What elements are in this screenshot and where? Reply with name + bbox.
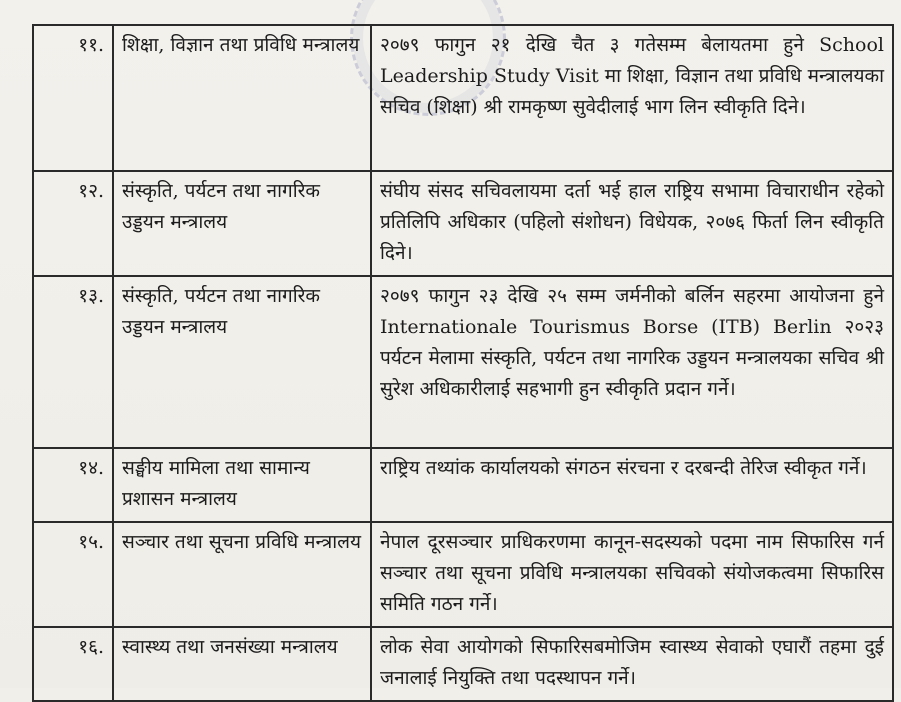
row-number: १५.	[33, 522, 113, 627]
row-number: १४.	[33, 448, 113, 522]
row-number: १२.	[33, 171, 113, 276]
table-row	[33, 522, 893, 627]
table-row	[33, 25, 893, 171]
row-number: १६.	[33, 627, 113, 701]
row-number: ११.	[33, 25, 113, 171]
ministry-name: संस्कृति, पर्यटन तथा नागरिक उड्डयन मन्त्रालय	[113, 276, 371, 448]
ministry-name: शिक्षा, विज्ञान तथा प्रविधि मन्त्रालय	[113, 25, 371, 171]
decision-text: २०७९ फागुन २३ देखि २५ सम्म जर्मनीको बर्लिन सहरमा आयोजना हुने Internationale Tourismus Borse (ITB) Berlin २०२३ पर्यटन मेलामा संस्कृति, पर्यटन तथा नागरिक उड्डयन मन्त्रालयका सचिव श्री सुरेश अधिकारीलाई सहभागी हुन स्वीकृति प्रदान गर्ने।	[371, 276, 893, 448]
row-number: १३.	[33, 276, 113, 448]
ministry-name: संस्कृति, पर्यटन तथा नागरिक उड्डयन मन्त्रालय	[113, 171, 371, 276]
table-row	[33, 627, 893, 701]
decision-text: नेपाल दूरसञ्चार प्राधिकरणमा कानून-सदस्यको पदमा नाम सिफारिस गर्न सञ्चार तथा सूचना प्रविधि मन्त्रालयका सचिवको संयोजकत्वमा सिफारिस समिति गठन गर्ने।	[371, 522, 893, 627]
cabinet-decisions-table	[32, 24, 894, 702]
ministry-name: सङ्घीय मामिला तथा सामान्य प्रशासन मन्त्रालय	[113, 448, 371, 522]
decision-text: राष्ट्रिय तथ्यांक कार्यालयको संगठन संरचना र दरबन्दी तेरिज स्वीकृत गर्ने।	[371, 448, 893, 522]
decision-text: लोक सेवा आयोगको सिफारिसबमोजिम स्वास्थ्य सेवाको एघारौं तहमा दुई जनालाई नियुक्ति तथा पदस्थापन गर्ने।	[371, 627, 893, 701]
decision-text: संघीय संसद सचिवलायमा दर्ता भई हाल राष्ट्रिय सभामा विचाराधीन रहेको प्रतिलिपि अधिकार (पहिलो संशोधन) विधेयक, २०७६ फिर्ता लिन स्वीकृति दिने।	[371, 171, 893, 276]
table-row	[33, 276, 893, 448]
ministry-name: सञ्चार तथा सूचना प्रविधि मन्त्रालय	[113, 522, 371, 627]
table-row	[33, 448, 893, 522]
decision-text: २०७९ फागुन २१ देखि चैत ३ गतेसम्म बेलायतमा हुने School Leadership Study Visit मा शिक्षा, विज्ञान तथा प्रविधि मन्त्रालयका सचिव (शिक्षा) श्री रामकृष्ण सुवेदीलाई भाग लिन स्वीकृति दिने।	[371, 25, 893, 171]
table-row	[33, 171, 893, 276]
ministry-name: स्वास्थ्य तथा जनसंख्या मन्त्रालय	[113, 627, 371, 701]
